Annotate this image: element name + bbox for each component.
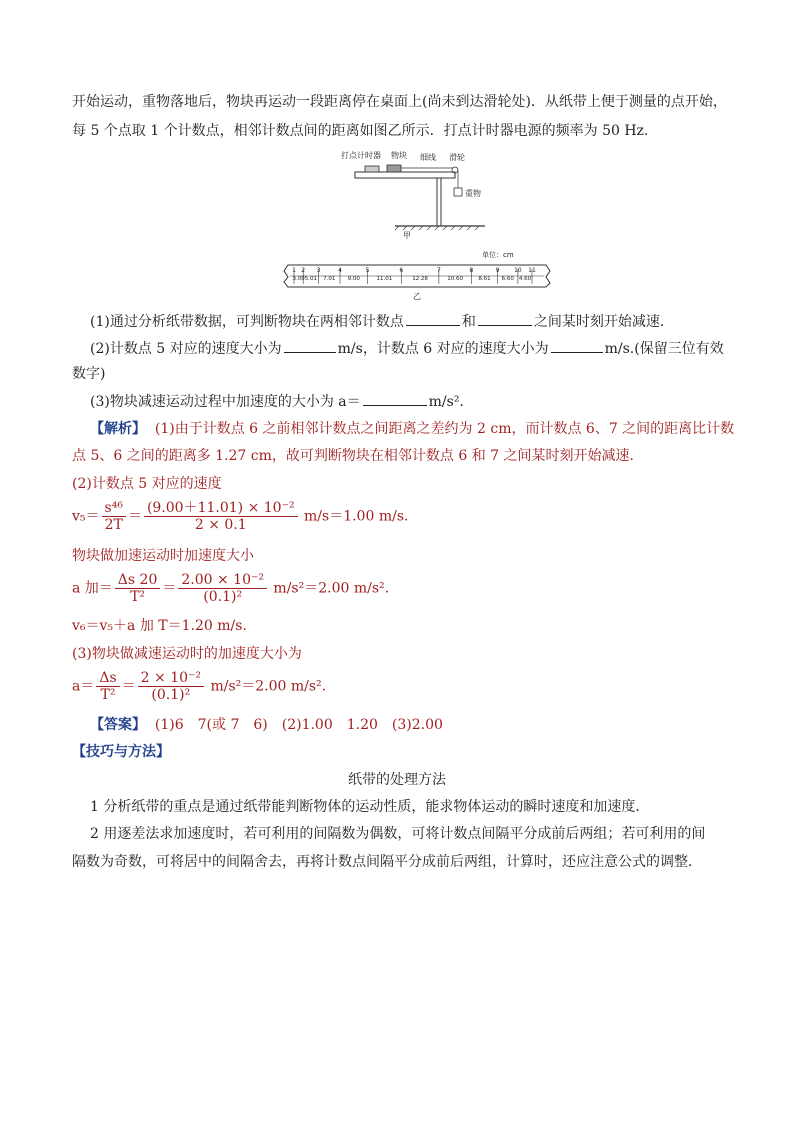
q2-text-b: m/s，计数点 6 对应的速度大小为: [337, 341, 549, 357]
tape-segment-label: 3.00: [292, 276, 305, 282]
figure-apparatus: [335, 148, 495, 244]
tape-segment-label: 10.60: [447, 276, 463, 282]
tape-point-label: 2: [301, 267, 306, 274]
tape-point-label: 5: [365, 267, 370, 274]
a-lhs: a 加＝: [72, 580, 113, 597]
q1-and: 和: [461, 314, 476, 330]
v5-rhs: m/s＝1.00 m/s.: [299, 508, 409, 525]
block-label: 物块: [391, 151, 407, 160]
question-2-cont: 数字): [72, 366, 106, 382]
v5-lhs: v₅＝: [72, 508, 100, 525]
apparatus-diagram: [335, 148, 495, 240]
a-rhs: m/s²＝2.00 m/s².: [268, 580, 390, 597]
d-frac-1: [96, 670, 119, 703]
d-den-2: (0.1)²: [151, 687, 191, 703]
a-frac-1: [115, 572, 161, 605]
a-num-1: Δs 20: [115, 572, 161, 589]
a-eq: ＝: [162, 580, 177, 597]
q1-text-a: (1)通过分析纸带数据，可判断物块在两相邻计数点: [90, 314, 404, 330]
q1-blank-1[interactable]: [406, 311, 460, 326]
v5-num-2: (9.00＋11.01) × 10⁻²: [144, 500, 298, 517]
tape-point-label: 1: [292, 267, 296, 274]
a-den-2: (0.1)²: [203, 589, 243, 605]
formula-v5: [72, 500, 408, 533]
tips-label: 【技巧与方法】: [72, 744, 170, 760]
tape-segment-label: 4.60: [518, 276, 532, 282]
pulley-label: 滑轮: [449, 153, 465, 162]
analysis-p1-line1: (1)由于计数点 6 之前相邻计数点之间距离之差约为 2 cm，而计数点 6、7 之间的距离比计数: [154, 421, 735, 437]
tape-segment-label: 12.28: [412, 276, 428, 282]
tape-segment-label: 11.01: [376, 276, 393, 282]
figure-b-caption: 乙: [413, 292, 421, 301]
analysis-line-1: [90, 419, 734, 439]
tape-segment-label: 9.00: [347, 276, 360, 282]
analysis-p3-title: (3)物块做减速运动时的加速度大小为: [72, 646, 302, 662]
d-lhs: a＝: [72, 678, 95, 695]
tape-point-label: 7: [436, 267, 441, 274]
analysis-label: 【解析】: [90, 421, 146, 437]
weight-label: 重物: [465, 189, 481, 198]
tape-segment-label: 6.60: [501, 276, 514, 282]
a-frac-2: [178, 572, 267, 605]
q2-text-a: (2)计数点 5 对应的速度大小为: [90, 341, 282, 357]
v5-den-1: 2T: [104, 517, 123, 533]
tips-item-2-line-2: 隔数为奇数，可将居中的间隔舍去，再将计数点间隔平分成前后两组，计算时，还应注意公式的调整．: [72, 854, 702, 870]
tape-point-label: 4: [338, 267, 342, 274]
tape-point-label: 10: [514, 267, 522, 274]
intro-line-1: 开始运动，重物落地后，物块再运动一段距离停在桌面上(尚未到达滑轮处)．从纸带上便于测量的点开始，: [72, 94, 727, 110]
tape-segments: [292, 276, 531, 282]
v5-eq: ＝: [127, 508, 142, 525]
figure-a-caption: 甲: [403, 231, 411, 240]
tape-point-label: 11: [528, 267, 536, 274]
q3-text-a: (3)物块减速运动过程中加速度的大小为 a＝: [90, 394, 361, 410]
q2-text-c: m/s.(保留三位有效: [604, 341, 724, 357]
tips-title: 纸带的处理方法: [348, 772, 446, 788]
tape-segment-label: 5.01: [304, 276, 317, 282]
question-2: [90, 338, 724, 359]
d-frac-2: [138, 670, 204, 703]
answer-label: 【答案】: [90, 717, 146, 733]
figure-tape: [282, 245, 552, 307]
d-num-2: 2 × 10⁻²: [138, 670, 204, 687]
d-rhs: m/s²＝2.00 m/s².: [206, 678, 327, 695]
a-den-1: T²: [130, 589, 146, 605]
analysis-line-2: 点 5、6 之间的距离多 1.27 cm，故可判断物块在相邻计数点 6 和 7 之间某时刻开始减速．: [72, 448, 644, 464]
v5-frac-2: [144, 500, 298, 533]
paper-tape-diagram: [282, 245, 552, 303]
q2-blank-2[interactable]: [551, 338, 603, 353]
tips-item-1: 1 分析纸带的重点是通过纸带能判断物体的运动性质，能求物体运动的瞬时速度和加速度．: [90, 799, 650, 815]
question-1: [90, 311, 674, 332]
acc-title: 物块做加速运动时加速度大小: [72, 548, 254, 564]
d-den-1: T²: [100, 687, 116, 703]
string-label: 细线: [420, 153, 436, 162]
v5-frac-1: [102, 500, 126, 533]
q3-blank[interactable]: [363, 391, 427, 406]
tape-segment-label: 7.01: [323, 276, 336, 282]
tips-item-2-line-1: 2 用逐差法求加速度时，若可利用的间隔数为偶数，可将计数点间隔平分成前后两组；若可利用的间: [90, 826, 706, 842]
formula-a-acc: [72, 572, 389, 605]
tape-point-label: 6: [399, 267, 404, 274]
q1-blank-2[interactable]: [478, 311, 532, 326]
answer-line: [90, 715, 443, 735]
analysis-p2-title: (2)计数点 5 对应的速度: [72, 476, 222, 492]
answer-text: (1)6 7(或 7 6) (2)1.00 1.20 (3)2.00: [154, 717, 443, 733]
question-3: [90, 391, 464, 412]
v5-num-1: s⁴⁶: [102, 500, 126, 517]
d-eq: ＝: [121, 678, 136, 695]
tape-point-label: 8: [469, 267, 474, 274]
q1-text-b: 之间某时刻开始减速．: [533, 314, 674, 330]
intro-line-2: 每 5 个点取 1 个计数点，相邻计数点间的距离如图乙所示．打点计时器电源的频率为 50 Hz.: [72, 123, 649, 139]
v5-den-2: 2 × 0.1: [194, 517, 247, 533]
q2-blank-1[interactable]: [284, 338, 336, 353]
a-num-2: 2.00 × 10⁻²: [178, 572, 267, 589]
tape-point-label: 3: [316, 267, 321, 274]
formula-a-dec: [72, 670, 326, 703]
q3-unit: m/s².: [428, 394, 464, 410]
v6-line: v₆＝v₅＋a 加 T＝1.20 m/s.: [72, 618, 247, 634]
unit-label: 单位：cm: [482, 251, 514, 259]
timer-label: 打点计时器: [341, 151, 381, 160]
tape-point-label: 9: [495, 267, 500, 274]
tape-segment-label: 8.61: [478, 276, 491, 282]
d-num-1: Δs: [96, 670, 119, 687]
